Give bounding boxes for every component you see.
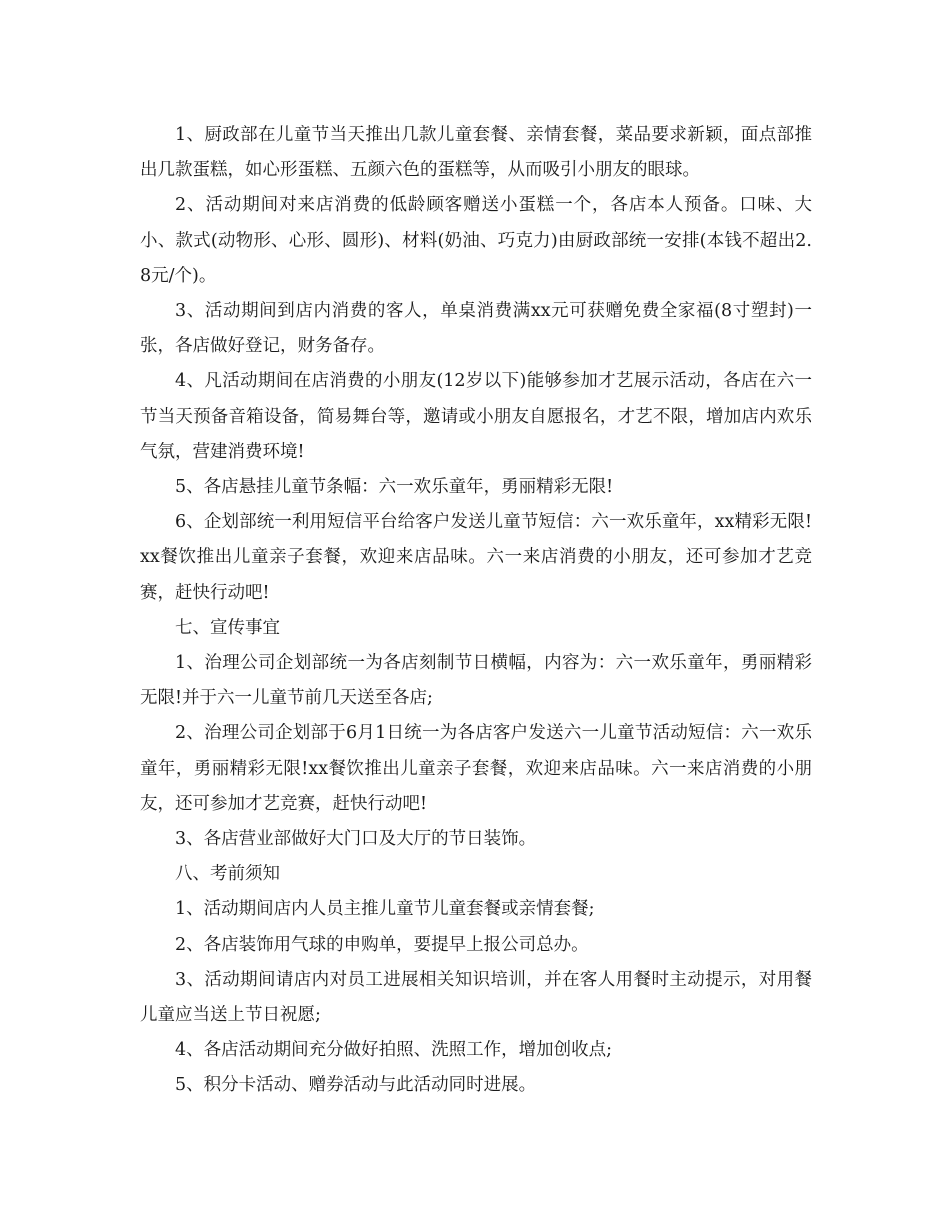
- paragraph-note-3: 3、活动期间请店内对员工进展相关知识培训，并在客人用餐时主动提示，对用餐儿童应当送上节日祝愿;: [140, 969, 812, 1026]
- paragraph-dish-menu: 1、厨政部在儿童节当天推出几款儿童套餐、亲情套餐，菜品要求新颖，面点部推出几款蛋糕，如心形蛋糕、五颜六色的蛋糕等，从而吸引小朋友的眼球。: [140, 125, 812, 181]
- paragraph-sms: 6、企划部统一利用短信平台给客户发送儿童节短信：六一欢乐童年，xx精彩无限!xx餐饮推出儿童亲子套餐，欢迎来店品味。六一来店消费的小朋友，还可参加才艺竞赛，赶快行动吧!: [140, 512, 812, 603]
- section-heading-notes: 八、考前须知: [175, 864, 280, 885]
- paragraph-decoration: 3、各店营业部做好大门口及大厅的节日装饰。: [175, 829, 537, 850]
- paragraph-note-4: 4、各店活动期间充分做好拍照、洗照工作，增加创收点;: [175, 1040, 613, 1061]
- document-body: [140, 118, 812, 1104]
- paragraph-banner: 5、各店悬挂儿童节条幅：六一欢乐童年，勇丽精彩无限!: [175, 477, 614, 498]
- paragraph-talent-show: 4、凡活动期间在店消费的小朋友(12岁以下)能够参加才艺展示活动，各店在六一节当天预备音箱设备，简易舞台等，邀请或小朋友自愿报名，才艺不限，增加店内欢乐气氛，营建消费环境!: [140, 371, 812, 462]
- section-heading-publicity: 七、宣传事宜: [175, 617, 280, 638]
- paragraph-cake-gift: 2、活动期间对来店消费的低龄顾客赠送小蛋糕一个，各店本人预备。口味、大小、款式(动物形、心形、圆形)、材料(奶油、巧克力)由厨政部统一安排(本钱不超出2.8元/个)。: [140, 195, 812, 286]
- paragraph-note-5: 5、积分卡活动、赠券活动与此活动同时进展。: [175, 1075, 537, 1096]
- paragraph-note-2: 2、各店装饰用气球的申购单，要提早上报公司总办。: [175, 934, 589, 955]
- paragraph-publicity-sms: 2、治理公司企划部于6月1日统一为各店客户发送六一儿童节活动短信：六一欢乐童年，勇丽精彩无限!xx餐饮推出儿童亲子套餐，欢迎来店品味。六一来店消费的小朋友，还可参加才艺竞赛，赶快行动吧!: [140, 723, 812, 814]
- paragraph-note-1: 1、活动期间店内人员主推儿童节儿童套餐或亲情套餐;: [175, 899, 595, 920]
- paragraph-family-photo: 3、活动期间到店内消费的客人，单桌消费满xx元可获赠免费全家福(8寸塑封)一张，各店做好登记，财务备存。: [140, 301, 812, 357]
- paragraph-publicity-banner: 1、治理公司企划部统一为各店刻制节日横幅，内容为：六一欢乐童年，勇丽精彩无限!并于六一儿童节前几天送至各店;: [140, 653, 812, 709]
